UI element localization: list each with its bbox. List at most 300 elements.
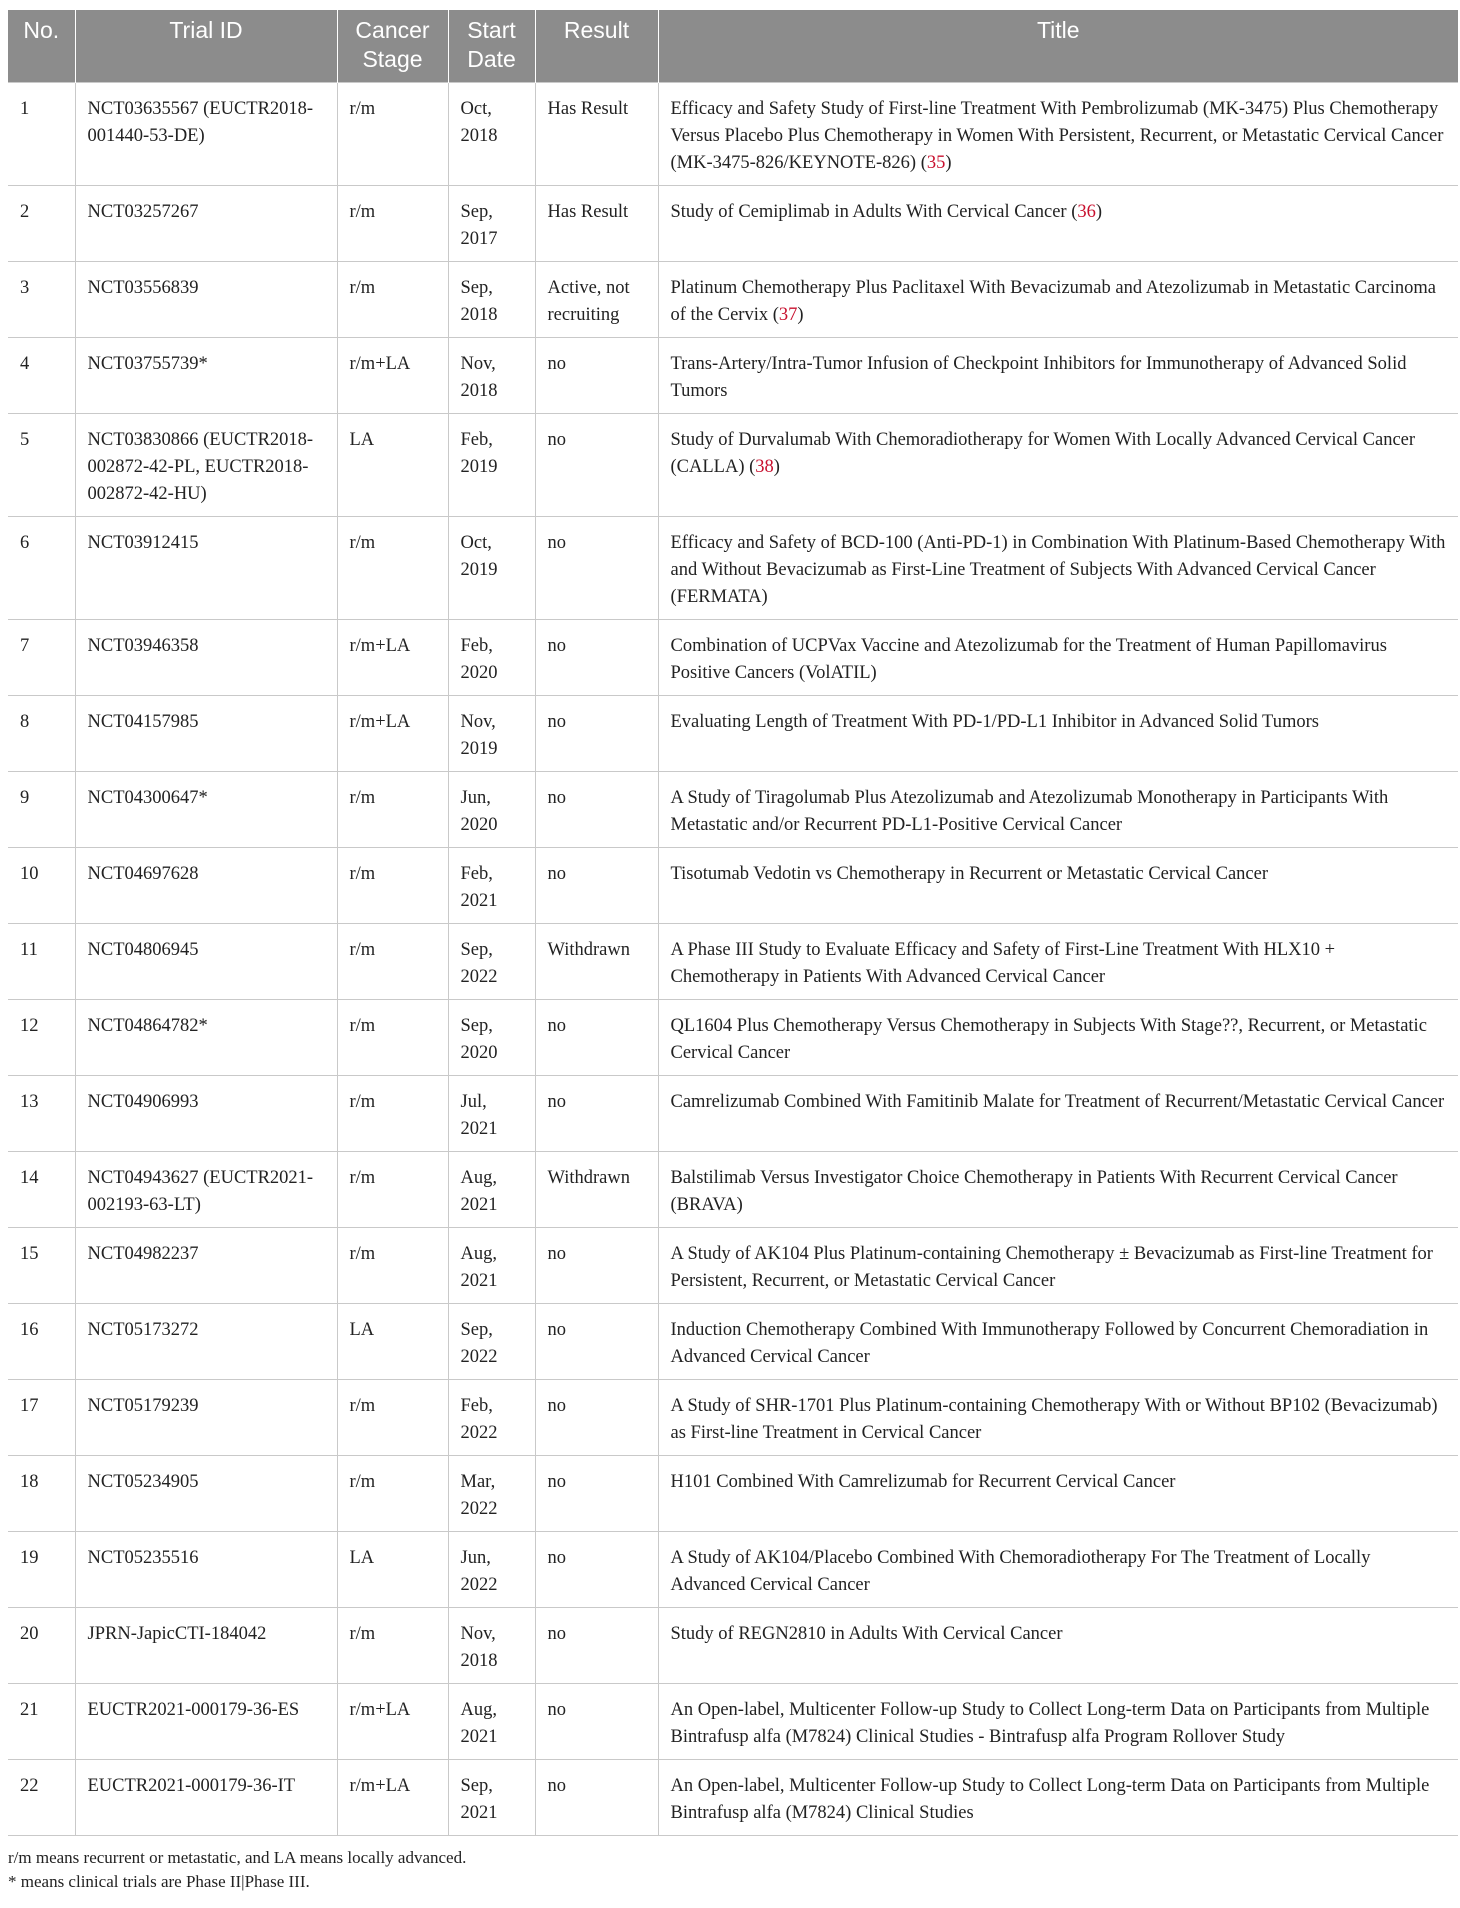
cell-title-text: Study of Cemiplimab in Adults With Cervical Cancer	[670, 202, 1067, 222]
cell-trial-id-text: EUCTR2021-000179-36-IT	[87, 1776, 296, 1796]
cell-start-date-text: Jun, 2022	[460, 1548, 498, 1595]
cell-result	[535, 1228, 658, 1304]
table-row	[8, 1152, 1458, 1228]
cell-result	[535, 517, 658, 620]
cell-no	[8, 414, 75, 517]
cell-title-text: Trans-Artery/Intra-Tumor Infusion of Checkpoint Inhibitors for Immunotherapy of Advanced Solid Tumors	[670, 354, 1407, 401]
cell-title	[658, 1380, 1458, 1456]
cell-cancer-stage-text: r/m	[349, 533, 376, 553]
cell-title-text: Camrelizumab Combined With Famitinib Malate for Treatment of Recurrent/Metastatic Cervical Cancer	[670, 1092, 1445, 1112]
cell-result	[535, 1456, 658, 1532]
cell-trial-id	[75, 696, 337, 772]
cell-result	[535, 772, 658, 848]
cell-no	[8, 1076, 75, 1152]
cell-no	[8, 1532, 75, 1608]
cell-trial-id-text: NCT03755739*	[87, 354, 208, 374]
cell-result-text: no	[547, 354, 566, 374]
cell-title	[658, 517, 1458, 620]
cell-trial-id-text: NCT03556839	[87, 278, 199, 298]
reference-link[interactable]: 36	[1077, 202, 1096, 222]
cell-cancer-stage-text: r/m+LA	[349, 712, 411, 732]
cell-trial-id	[75, 848, 337, 924]
table-row	[8, 262, 1458, 338]
table-row	[8, 1076, 1458, 1152]
cell-start-date-text: Aug, 2021	[460, 1700, 498, 1747]
cell-start-date	[448, 1228, 535, 1304]
cell-start-date	[448, 1608, 535, 1684]
cell-cancer-stage	[337, 1532, 448, 1608]
cell-no	[8, 262, 75, 338]
cell-cancer-stage-text: r/m+LA	[349, 636, 411, 656]
header-row	[8, 10, 1458, 83]
cell-no	[8, 1456, 75, 1532]
cell-cancer-stage-text: r/m+LA	[349, 354, 411, 374]
cell-title	[658, 696, 1458, 772]
header-result: Result	[535, 10, 658, 83]
cell-title	[658, 1532, 1458, 1608]
cell-title	[658, 772, 1458, 848]
cell-title-text: Tisotumab Vedotin vs Chemotherapy in Recurrent or Metastatic Cervical Cancer	[670, 864, 1269, 884]
reference-link[interactable]: 35	[926, 153, 946, 173]
cell-start-date	[448, 262, 535, 338]
cell-no-text: 10	[20, 864, 39, 884]
cell-cancer-stage	[337, 186, 448, 262]
cell-title-text: A Study of AK104 Plus Platinum-containing Chemotherapy ± Bevacizumab as First-line Treatment for Persistent, Recurrent, or Metastatic Cervical Cancer	[670, 1244, 1433, 1291]
table-row	[8, 1000, 1458, 1076]
cell-start-date	[448, 772, 535, 848]
cell-result-text: Withdrawn	[547, 1168, 630, 1188]
cell-start-date	[448, 620, 535, 696]
cell-trial-id-text: NCT04982237	[87, 1244, 199, 1264]
table-row	[8, 414, 1458, 517]
cell-trial-id	[75, 1608, 337, 1684]
table-footnotes	[8, 1846, 1458, 1894]
cell-title: Study of Durvalumab With Chemoradiotherapy for Women With Locally Advanced Cervical Cancer (CALLA) (38)	[658, 414, 1458, 517]
cell-title: Efficacy and Safety Study of First-line Treatment With Pembrolizumab (MK-3475) Plus Chemotherapy Versus Placebo Plus Chemotherapy in Women With Persistent, Recurrent, or Metastatic Cervical Cancer (MK-3475-826/KEYNOTE-826) (35)	[658, 83, 1458, 186]
cell-no	[8, 1380, 75, 1456]
cell-no-text: 6	[20, 533, 30, 553]
cell-no	[8, 924, 75, 1000]
cell-cancer-stage-text: r/m	[349, 1624, 376, 1644]
cell-trial-id	[75, 1532, 337, 1608]
cell-cancer-stage-text: r/m	[349, 864, 376, 884]
cell-result	[535, 848, 658, 924]
cell-trial-id	[75, 338, 337, 414]
cell-start-date	[448, 1684, 535, 1760]
cell-result	[535, 1304, 658, 1380]
cell-no-text: 5	[20, 430, 30, 450]
cell-result-text: no	[547, 1320, 566, 1340]
cell-result-text: no	[547, 1624, 566, 1644]
cell-no	[8, 1684, 75, 1760]
cell-no	[8, 1608, 75, 1684]
table-row	[8, 186, 1458, 262]
cell-trial-id	[75, 1380, 337, 1456]
cell-no	[8, 83, 75, 186]
cell-no-text: 13	[20, 1092, 39, 1112]
cell-start-date	[448, 83, 535, 186]
cell-cancer-stage-text: r/m	[349, 99, 376, 119]
cell-title	[658, 1760, 1458, 1836]
cell-trial-id	[75, 1760, 337, 1836]
cell-start-date-text: Sep, 2017	[460, 202, 498, 249]
cell-cancer-stage	[337, 772, 448, 848]
cell-no	[8, 517, 75, 620]
cell-start-date	[448, 1076, 535, 1152]
cell-no-text: 11	[20, 940, 38, 960]
cell-result-text: no	[547, 1244, 566, 1264]
cell-cancer-stage	[337, 83, 448, 186]
cell-title-text: Study of REGN2810 in Adults With Cervical Cancer	[670, 1624, 1063, 1644]
cell-trial-id-text: NCT05234905	[87, 1472, 199, 1492]
table-row	[8, 83, 1458, 186]
cell-title-text: Balstilimab Versus Investigator Choice Chemotherapy in Patients With Recurrent Cervical Cancer (BRAVA)	[670, 1168, 1398, 1215]
cell-no	[8, 1000, 75, 1076]
cell-start-date	[448, 1000, 535, 1076]
cell-result-text: Has Result	[547, 99, 629, 119]
cell-start-date-text: Nov, 2018	[460, 354, 498, 401]
cell-title	[658, 924, 1458, 1000]
cell-result-text: no	[547, 864, 566, 884]
cell-result-text: no	[547, 1472, 566, 1492]
cell-no-text: 14	[20, 1168, 39, 1188]
cell-no	[8, 1304, 75, 1380]
header-start-date: Start Date	[448, 10, 535, 83]
cell-cancer-stage	[337, 1380, 448, 1456]
header-trial-id: Trial ID	[75, 10, 337, 83]
cell-result	[535, 1076, 658, 1152]
cell-trial-id-text: NCT04864782*	[87, 1016, 208, 1036]
cell-cancer-stage	[337, 1608, 448, 1684]
table-row	[8, 1760, 1458, 1836]
cell-result	[535, 1684, 658, 1760]
cell-result	[535, 186, 658, 262]
clinical-trials-table	[8, 10, 1458, 1836]
header-no: No.	[8, 10, 75, 83]
cell-no-text: 9	[20, 788, 30, 808]
footnote-phase: * means clinical trials are Phase II|Phase III.	[8, 1872, 310, 1891]
table-body	[8, 83, 1458, 1836]
cell-result-text: no	[547, 1016, 566, 1036]
cell-no-text: 2	[20, 202, 30, 222]
reference-link[interactable]: 37	[778, 305, 798, 325]
cell-result-text: no	[547, 533, 566, 553]
cell-trial-id-text: NCT03830866 (EUCTR2018-002872-42-PL, EUCTR2018-002872-42-HU)	[87, 430, 314, 504]
cell-start-date	[448, 1380, 535, 1456]
cell-trial-id	[75, 414, 337, 517]
cell-result	[535, 1380, 658, 1456]
cell-start-date-text: Nov, 2018	[460, 1624, 498, 1671]
cell-no-text: 15	[20, 1244, 39, 1264]
cell-no	[8, 620, 75, 696]
cell-result	[535, 620, 658, 696]
cell-no-text: 20	[20, 1624, 39, 1644]
cell-cancer-stage-text: r/m	[349, 788, 376, 808]
cell-result	[535, 696, 658, 772]
cell-result-text: Has Result	[547, 202, 629, 222]
cell-trial-id	[75, 924, 337, 1000]
cell-title	[658, 1000, 1458, 1076]
cell-result-text: no	[547, 430, 566, 450]
cell-title-text: A Study of SHR-1701 Plus Platinum-containing Chemotherapy With or Without BP102 (Bevacizumab) as First-line Treatment in Cervical Cancer	[670, 1396, 1438, 1443]
cell-no-text: 21	[20, 1700, 39, 1720]
cell-title	[658, 1684, 1458, 1760]
cell-start-date-text: Oct, 2019	[460, 533, 498, 580]
cell-cancer-stage	[337, 924, 448, 1000]
cell-no	[8, 1152, 75, 1228]
cell-result-text: no	[547, 1092, 566, 1112]
cell-cancer-stage	[337, 696, 448, 772]
footnote-abbreviations: r/m means recurrent or metastatic, and LA means locally advanced.	[8, 1848, 467, 1867]
cell-trial-id-text: NCT04157985	[87, 712, 199, 732]
cell-title	[658, 1228, 1458, 1304]
cell-cancer-stage-text: r/m	[349, 202, 376, 222]
cell-cancer-stage	[337, 262, 448, 338]
cell-cancer-stage-text: LA	[349, 1548, 375, 1568]
table-row	[8, 1456, 1458, 1532]
cell-title-text: A Study of Tiragolumab Plus Atezolizumab and Atezolizumab Monotherapy in Participants With Metastatic and/or Recurrent PD-L1-Positive Cervical Cancer	[670, 788, 1389, 835]
cell-start-date	[448, 1532, 535, 1608]
cell-cancer-stage-text: r/m	[349, 1396, 376, 1416]
table-row	[8, 1380, 1458, 1456]
cell-no-text: 3	[20, 278, 30, 298]
cell-no-text: 19	[20, 1548, 39, 1568]
cell-no-text: 17	[20, 1396, 39, 1416]
cell-title	[658, 1456, 1458, 1532]
table-row	[8, 1228, 1458, 1304]
cell-trial-id	[75, 1456, 337, 1532]
cell-start-date	[448, 924, 535, 1000]
cell-trial-id-text: NCT03257267	[87, 202, 199, 222]
cell-no	[8, 772, 75, 848]
cell-result-text: no	[547, 1700, 566, 1720]
cell-no	[8, 696, 75, 772]
cell-result	[535, 83, 658, 186]
cell-cancer-stage	[337, 1076, 448, 1152]
cell-trial-id	[75, 83, 337, 186]
cell-start-date-text: Jul, 2021	[460, 1092, 498, 1139]
cell-title: Study of Cemiplimab in Adults With Cervical Cancer (36)	[658, 186, 1458, 262]
cell-trial-id	[75, 517, 337, 620]
cell-no-text: 16	[20, 1320, 39, 1340]
cell-trial-id	[75, 1152, 337, 1228]
cell-title	[658, 1076, 1458, 1152]
cell-result-text: no	[547, 1776, 566, 1796]
cell-title-text: An Open-label, Multicenter Follow-up Study to Collect Long-term Data on Participants from Multiple Bintrafusp alfa (M7824) Clinical Studies - Bintrafusp alfa Program Rollover Study	[670, 1700, 1430, 1747]
cell-no-text: 8	[20, 712, 30, 732]
cell-cancer-stage-text: r/m+LA	[349, 1700, 411, 1720]
cell-start-date-text: Feb, 2020	[460, 636, 498, 683]
cell-trial-id-text: NCT04300647*	[87, 788, 208, 808]
cell-no	[8, 1760, 75, 1836]
cell-result	[535, 1608, 658, 1684]
document-page	[8, 10, 1458, 1894]
cell-result-text: no	[547, 788, 566, 808]
cell-trial-id	[75, 262, 337, 338]
cell-start-date-text: Aug, 2021	[460, 1168, 498, 1215]
cell-title-text: H101 Combined With Camrelizumab for Recurrent Cervical Cancer	[670, 1472, 1176, 1492]
cell-title-text: Platinum Chemotherapy Plus Paclitaxel With Bevacizumab and Atezolizumab in Metastatic Carcinoma of the Cervix	[670, 278, 1436, 325]
cell-cancer-stage-text: r/m	[349, 940, 376, 960]
cell-trial-id-text: EUCTR2021-000179-36-ES	[87, 1700, 300, 1720]
cell-trial-id-text: NCT04806945	[87, 940, 199, 960]
cell-title	[658, 848, 1458, 924]
cell-cancer-stage	[337, 1760, 448, 1836]
cell-start-date	[448, 414, 535, 517]
cell-cancer-stage	[337, 1304, 448, 1380]
cell-title-text: A Study of AK104/Placebo Combined With Chemoradiotherapy For The Treatment of Locally Advanced Cervical Cancer	[670, 1548, 1371, 1595]
cell-cancer-stage	[337, 517, 448, 620]
cell-result	[535, 1152, 658, 1228]
cell-title-text: QL1604 Plus Chemotherapy Versus Chemotherapy in Subjects With Stage??, Recurrent, or Metastatic Cervical Cancer	[670, 1016, 1427, 1063]
cell-cancer-stage	[337, 1456, 448, 1532]
cell-title-text: Evaluating Length of Treatment With PD-1/PD-L1 Inhibitor in Advanced Solid Tumors	[670, 712, 1319, 732]
cell-result-text: Withdrawn	[547, 940, 630, 960]
cell-start-date	[448, 1456, 535, 1532]
cell-start-date-text: Feb, 2021	[460, 864, 498, 911]
cell-trial-id	[75, 1000, 337, 1076]
cell-trial-id-text: NCT04906993	[87, 1092, 199, 1112]
cell-no	[8, 186, 75, 262]
cell-title	[658, 338, 1458, 414]
cell-trial-id	[75, 1304, 337, 1380]
cell-title	[658, 620, 1458, 696]
cell-no-text: 18	[20, 1472, 39, 1492]
cell-cancer-stage	[337, 338, 448, 414]
table-row	[8, 1304, 1458, 1380]
cell-trial-id-text: NCT04943627 (EUCTR2021-002193-63-LT)	[87, 1168, 314, 1215]
cell-trial-id-text: NCT05179239	[87, 1396, 199, 1416]
cell-trial-id	[75, 620, 337, 696]
cell-trial-id-text: NCT03946358	[87, 636, 199, 656]
cell-result-text: no	[547, 1548, 566, 1568]
cell-no	[8, 1228, 75, 1304]
cell-cancer-stage	[337, 414, 448, 517]
table-row	[8, 620, 1458, 696]
cell-trial-id	[75, 1684, 337, 1760]
table-row	[8, 848, 1458, 924]
cell-cancer-stage	[337, 1000, 448, 1076]
cell-start-date	[448, 338, 535, 414]
cell-title-text: A Phase III Study to Evaluate Efficacy and Safety of First-Line Treatment With HLX10 + Chemotherapy in Patients With Advanced Cervical Cancer	[670, 940, 1336, 987]
cell-start-date	[448, 186, 535, 262]
cell-result	[535, 414, 658, 517]
header-cancer-stage: Cancer Stage	[337, 10, 448, 83]
cell-cancer-stage	[337, 848, 448, 924]
cell-start-date-text: Feb, 2022	[460, 1396, 498, 1443]
cell-cancer-stage-text: r/m	[349, 1472, 376, 1492]
table-row	[8, 1532, 1458, 1608]
cell-trial-id-text: JPRN-JapicCTI-184042	[87, 1624, 267, 1644]
reference-link[interactable]: 38	[755, 457, 774, 477]
cell-title-text: An Open-label, Multicenter Follow-up Study to Collect Long-term Data on Participants from Multiple Bintrafusp alfa (M7824) Clinical Studies	[670, 1776, 1430, 1823]
cell-trial-id-text: NCT03912415	[87, 533, 199, 553]
cell-no-text: 22	[20, 1776, 39, 1796]
cell-result-text: no	[547, 636, 566, 656]
cell-start-date-text: Sep, 2022	[460, 940, 498, 987]
cell-trial-id-text: NCT03635567 (EUCTR2018-001440-53-DE)	[87, 99, 314, 146]
cell-result-text: Active, not recruiting	[547, 278, 630, 325]
cell-result	[535, 1532, 658, 1608]
cell-start-date-text: Oct, 2018	[460, 99, 498, 146]
cell-cancer-stage	[337, 1152, 448, 1228]
cell-start-date	[448, 696, 535, 772]
cell-no-text: 7	[20, 636, 30, 656]
cell-no-text: 4	[20, 354, 30, 374]
table-row	[8, 1684, 1458, 1760]
cell-start-date-text: Mar, 2022	[460, 1472, 498, 1519]
cell-result	[535, 1000, 658, 1076]
table-row	[8, 1608, 1458, 1684]
cell-trial-id	[75, 1076, 337, 1152]
header-title: Title	[658, 10, 1458, 83]
cell-start-date-text: Sep, 2020	[460, 1016, 498, 1063]
cell-cancer-stage-text: r/m	[349, 1016, 376, 1036]
cell-title-text: Efficacy and Safety of BCD-100 (Anti-PD-1) in Combination With Platinum-Based Chemotherapy With and Without Bevacizumab as First-Line Treatment of Subjects With Advanced Cervical Cancer (FERMATA)	[670, 533, 1446, 607]
cell-result	[535, 1760, 658, 1836]
cell-cancer-stage-text: r/m	[349, 1092, 376, 1112]
cell-start-date-text: Sep, 2018	[460, 278, 498, 325]
cell-start-date	[448, 1760, 535, 1836]
cell-start-date-text: Aug, 2021	[460, 1244, 498, 1291]
cell-start-date-text: Feb, 2019	[460, 430, 498, 477]
cell-title-text: Efficacy and Safety Study of First-line Treatment With Pembrolizumab (MK-3475) Plus Chemotherapy Versus Placebo Plus Chemotherapy in Women With Persistent, Recurrent, or Metastatic Cervical Cancer (MK-3475-826/KEYNOTE-826)	[670, 99, 1444, 173]
cell-result	[535, 338, 658, 414]
cell-cancer-stage-text: r/m	[349, 1244, 376, 1264]
table-row	[8, 772, 1458, 848]
table-row	[8, 338, 1458, 414]
cell-start-date-text: Jun, 2020	[460, 788, 498, 835]
cell-cancer-stage-text: r/m+LA	[349, 1776, 411, 1796]
cell-start-date-text: Sep, 2022	[460, 1320, 498, 1367]
cell-start-date-text: Nov, 2019	[460, 712, 498, 759]
cell-cancer-stage-text: r/m	[349, 278, 376, 298]
cell-title	[658, 1152, 1458, 1228]
cell-no	[8, 848, 75, 924]
cell-trial-id-text: NCT05235516	[87, 1548, 199, 1568]
cell-cancer-stage	[337, 1684, 448, 1760]
table-row	[8, 696, 1458, 772]
cell-result-text: no	[547, 1396, 566, 1416]
cell-result-text: no	[547, 712, 566, 732]
cell-start-date	[448, 1152, 535, 1228]
cell-trial-id	[75, 1228, 337, 1304]
cell-no-text: 1	[20, 99, 30, 119]
cell-trial-id-text: NCT05173272	[87, 1320, 199, 1340]
cell-start-date-text: Sep, 2021	[460, 1776, 498, 1823]
cell-result	[535, 262, 658, 338]
cell-title-text: Combination of UCPVax Vaccine and Atezolizumab for the Treatment of Human Papillomavirus Positive Cancers (VolATIL)	[670, 636, 1387, 683]
cell-trial-id	[75, 186, 337, 262]
cell-result	[535, 924, 658, 1000]
cell-trial-id-text: NCT04697628	[87, 864, 199, 884]
table-row	[8, 924, 1458, 1000]
cell-cancer-stage-text: LA	[349, 430, 375, 450]
cell-title: Platinum Chemotherapy Plus Paclitaxel With Bevacizumab and Atezolizumab in Metastatic Carcinoma of the Cervix (37)	[658, 262, 1458, 338]
cell-start-date	[448, 517, 535, 620]
cell-start-date	[448, 848, 535, 924]
cell-cancer-stage	[337, 620, 448, 696]
cell-title	[658, 1608, 1458, 1684]
cell-cancer-stage-text: LA	[349, 1320, 375, 1340]
cell-title-text: Study of Durvalumab With Chemoradiotherapy for Women With Locally Advanced Cervical Cancer (CALLA)	[670, 430, 1416, 477]
cell-cancer-stage	[337, 1228, 448, 1304]
table-header	[8, 10, 1458, 83]
cell-start-date	[448, 1304, 535, 1380]
cell-no	[8, 338, 75, 414]
cell-trial-id	[75, 772, 337, 848]
cell-title	[658, 1304, 1458, 1380]
